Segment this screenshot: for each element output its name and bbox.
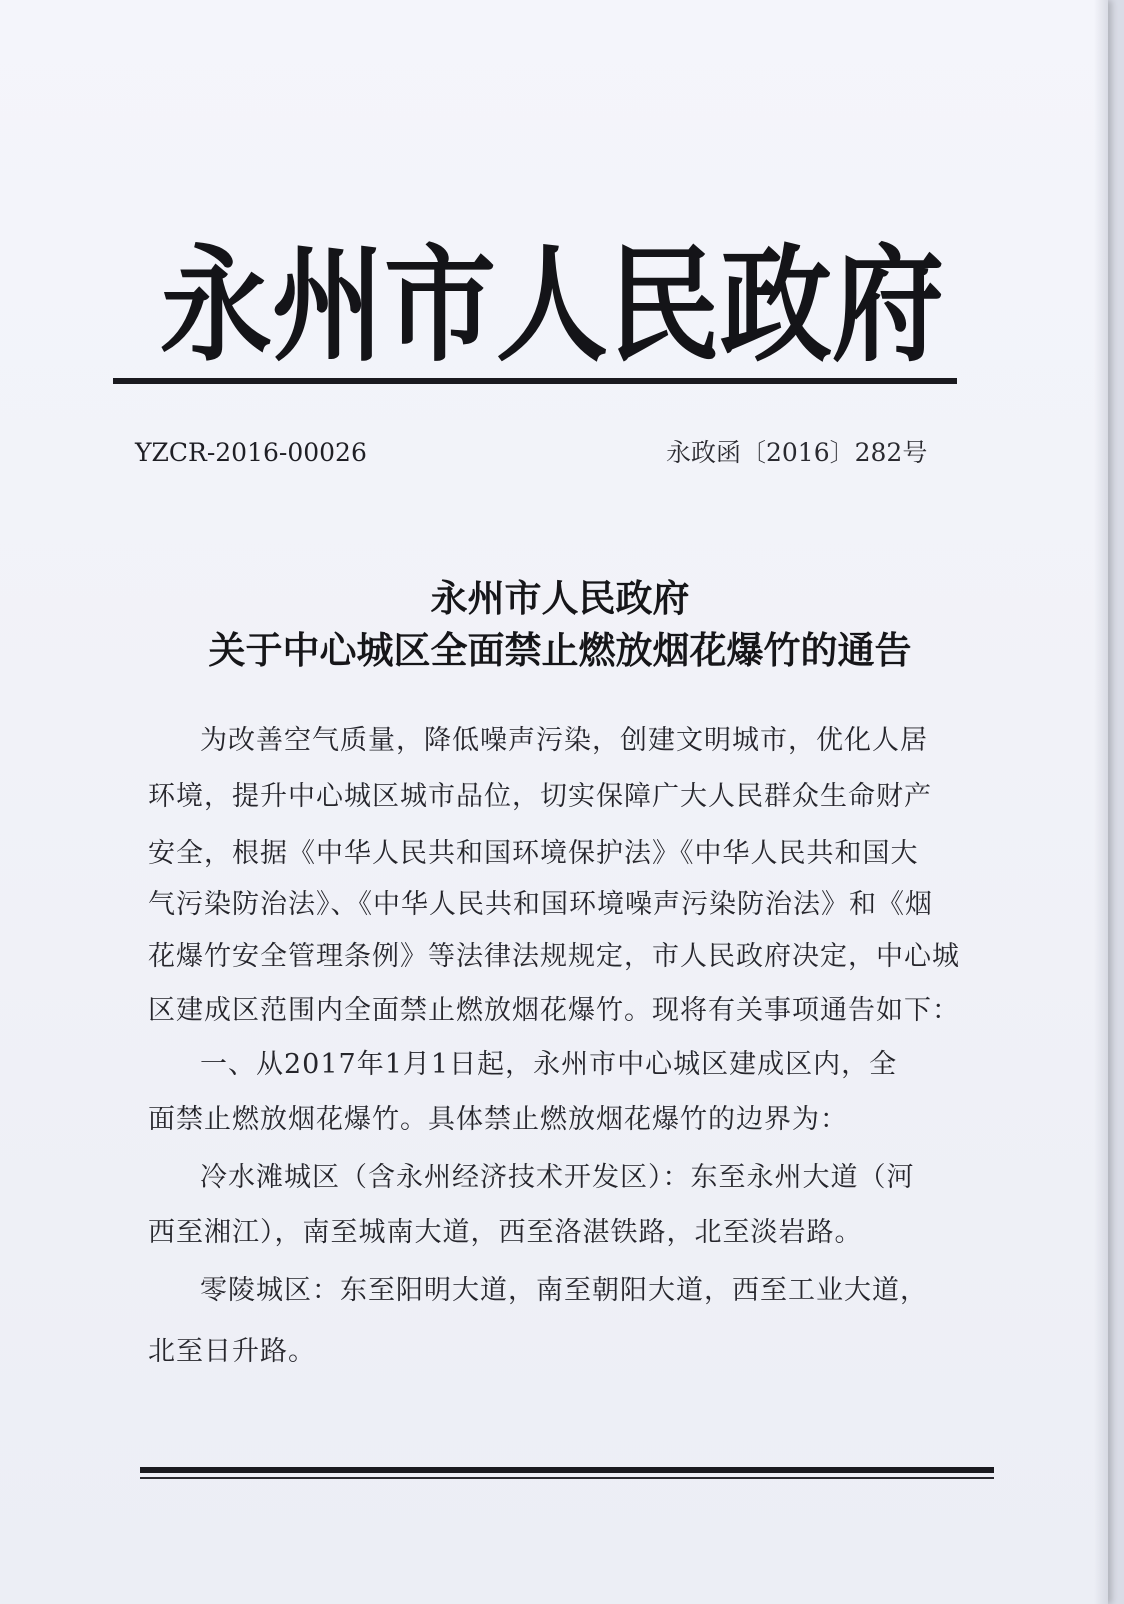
masthead-char: 政: [720, 231, 832, 379]
body-line: 气污染防治法》、《中华人民共和国环境噪声污染防治法》和《烟: [148, 889, 933, 920]
masthead-char: 府: [832, 231, 944, 379]
body-line: 环境，提升中心城区城市品位，切实保障广大人民群众生命财产: [148, 781, 932, 812]
footer-divider-thin: [140, 1477, 994, 1479]
masthead-char: 人: [496, 231, 608, 379]
masthead-char: 永: [160, 231, 272, 379]
notice-title-issuer: 永州市人民政府: [430, 576, 690, 620]
masthead-char: 市: [384, 231, 496, 379]
body-line: 西至湘江），南至城南大道，西至洛湛铁路，北至淡岩路。: [148, 1217, 863, 1248]
body-line: 花爆竹安全管理条例》等法律法规规定，市人民政府决定，中心城: [148, 941, 960, 972]
body-line: 一、从2017年1月1日起，永州市中心城区建成区内，全: [200, 1049, 898, 1080]
body-line: 北至日升路。: [148, 1336, 316, 1367]
body-line: 区建成区范围内全面禁止燃放烟花爆竹。现将有关事项通告如下：: [148, 995, 960, 1026]
registration-code: YZCR-2016-00026: [135, 438, 367, 467]
header-divider: [113, 378, 957, 384]
body-line: 面禁止燃放烟花爆竹。具体禁止燃放烟花爆竹的边界为：: [148, 1104, 848, 1135]
body-line: 安全，根据《中华人民共和国环境保护法》《中华人民共和国大: [148, 838, 919, 869]
footer-divider: [140, 1467, 994, 1473]
body-line: 为改善空气质量，降低噪声污染，创建文明城市，优化人居: [200, 725, 928, 756]
document-number: 永政函〔2016〕282号: [666, 438, 928, 467]
notice-title-subject: 关于中心城区全面禁止燃放烟花爆竹的通告: [208, 628, 912, 672]
masthead-char: 州: [272, 231, 384, 379]
body-line: 冷水滩城区（含永州经济技术开发区）：东至永州大道（河: [200, 1162, 915, 1193]
masthead-char: 民: [608, 231, 720, 379]
masthead-title: [160, 211, 944, 379]
body-line: 零陵城区：东至阳明大道，南至朝阳大道，西至工业大道，: [200, 1275, 928, 1306]
